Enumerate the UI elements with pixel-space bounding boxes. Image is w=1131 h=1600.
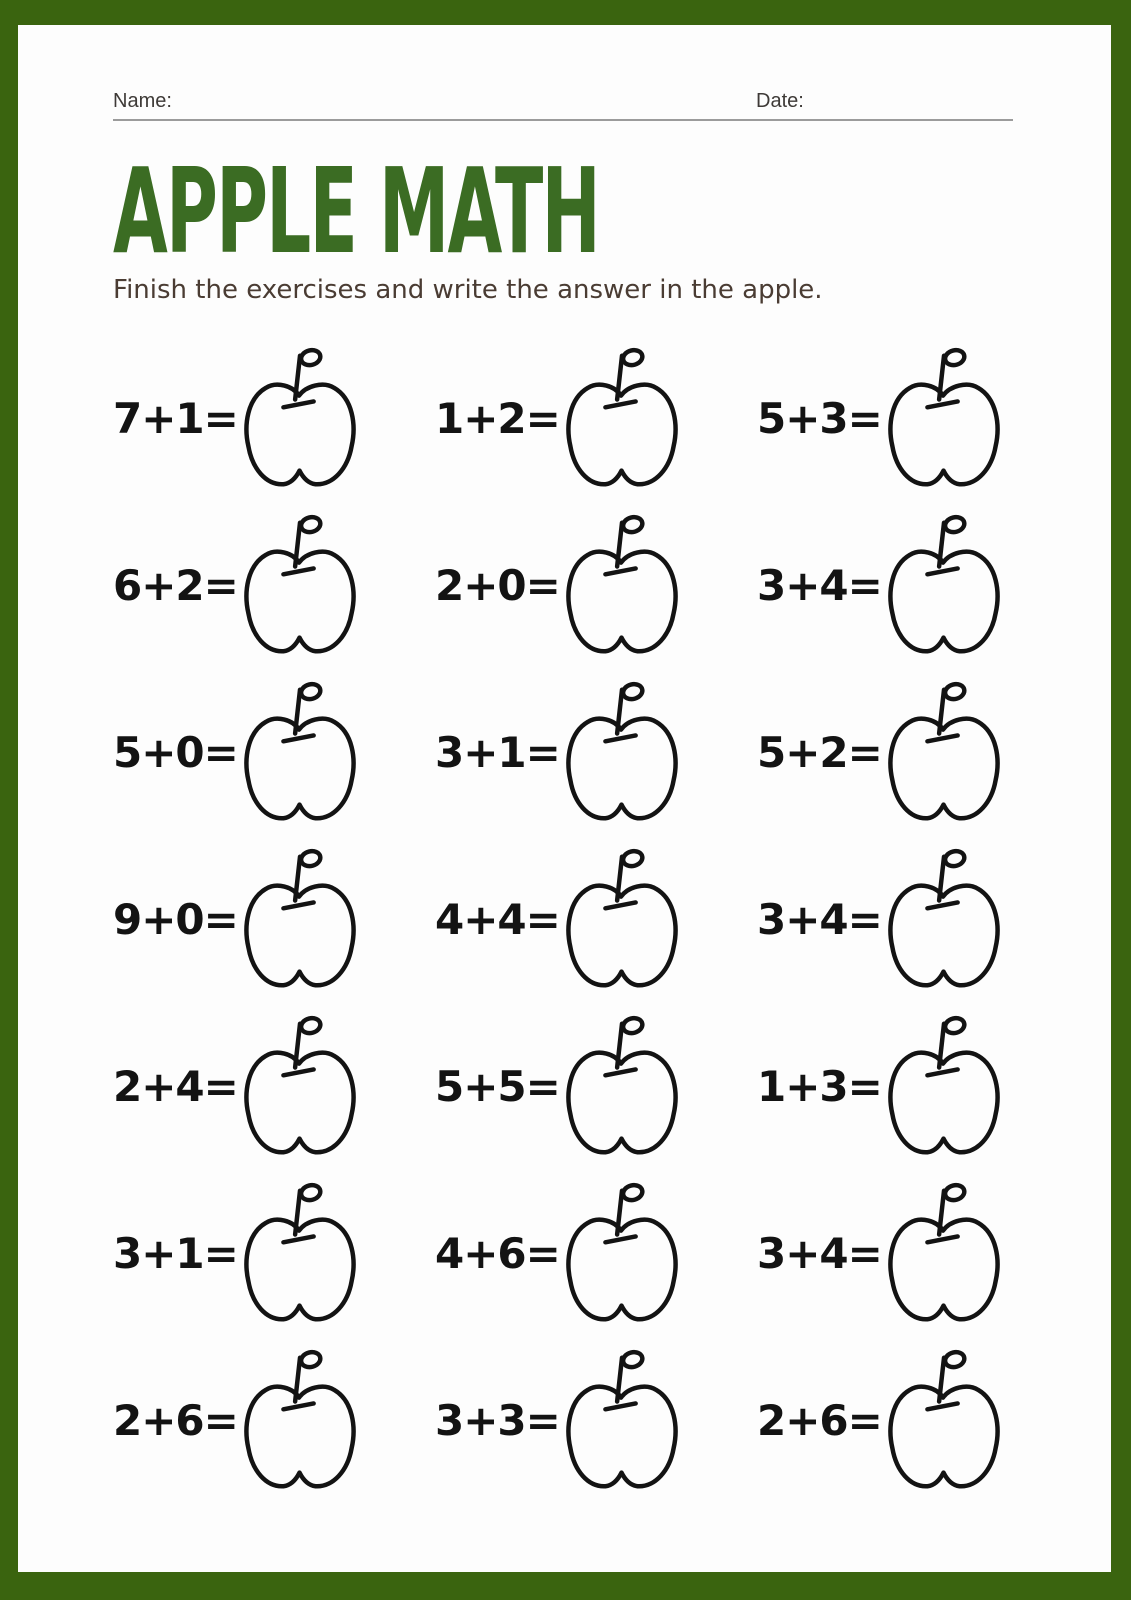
problem-cell [757,335,1013,502]
apple-outline-icon[interactable] [561,1013,683,1161]
problem-cell [113,1337,435,1504]
problem-cell [757,836,1013,1003]
problem-cell [435,669,757,836]
apple-outline-icon[interactable] [561,345,683,493]
problem-expression: 3+4= [757,895,882,944]
apple-outline-icon[interactable] [239,1180,361,1328]
apple-outline-icon[interactable] [561,679,683,827]
date-label: Date: [756,90,804,112]
problem-cell [757,1003,1013,1170]
problem-cell [113,1170,435,1337]
problem-expression: 2+6= [757,1396,882,1445]
problem-cell [435,1337,757,1504]
problem-expression: 1+3= [757,1062,882,1111]
problem-cell [113,1003,435,1170]
problem-expression: 5+2= [757,728,882,777]
date-input-line[interactable] [813,91,1013,119]
apple-outline-icon[interactable] [239,345,361,493]
apple-outline-icon[interactable] [239,1013,361,1161]
problem-expression: 3+1= [113,1229,238,1278]
name-label: Name: [113,90,172,112]
apple-outline-icon[interactable] [239,679,361,827]
problem-cell [113,669,435,836]
problem-cell [757,1170,1013,1337]
problem-expression: 4+6= [435,1229,560,1278]
problem-cell [113,335,435,502]
problem-expression: 2+6= [113,1396,238,1445]
apple-outline-icon[interactable] [883,1347,1005,1495]
problem-cell [757,502,1013,669]
apple-outline-icon[interactable] [239,846,361,994]
problem-cell [113,502,435,669]
problem-expression: 7+1= [113,394,238,443]
problem-expression: 5+5= [435,1062,560,1111]
problem-expression: 3+1= [435,728,560,777]
apple-outline-icon[interactable] [561,1180,683,1328]
problem-cell [113,836,435,1003]
problem-expression: 4+4= [435,895,560,944]
header-fields [113,91,1013,121]
apple-outline-icon[interactable] [561,846,683,994]
problem-expression: 5+0= [113,728,238,777]
problem-expression: 2+4= [113,1062,238,1111]
problem-cell [757,1337,1013,1504]
apple-outline-icon[interactable] [883,1180,1005,1328]
problem-cell [435,502,757,669]
apple-outline-icon[interactable] [883,1013,1005,1161]
apple-outline-icon[interactable] [883,512,1005,660]
problem-expression: 3+3= [435,1396,560,1445]
apple-outline-icon[interactable] [883,846,1005,994]
problems-grid [113,335,1013,1504]
apple-outline-icon[interactable] [883,679,1005,827]
problem-expression: 3+4= [757,561,882,610]
problem-expression: 5+3= [757,394,882,443]
problem-expression: 6+2= [113,561,238,610]
problem-cell [435,836,757,1003]
apple-outline-icon[interactable] [561,1347,683,1495]
problem-cell [757,669,1013,836]
worksheet-subtitle: Finish the exercises and write the answer in the apple. [113,275,823,305]
problem-cell [435,1170,757,1337]
worksheet-page [18,25,1111,1572]
problem-cell [435,1003,757,1170]
apple-outline-icon[interactable] [239,512,361,660]
problem-expression: 2+0= [435,561,560,610]
apple-outline-icon[interactable] [561,512,683,660]
apple-outline-icon[interactable] [239,1347,361,1495]
problem-cell [435,335,757,502]
problem-expression: 1+2= [435,394,560,443]
worksheet-title: APPLE MATH [113,142,600,280]
problem-expression: 3+4= [757,1229,882,1278]
apple-outline-icon[interactable] [883,345,1005,493]
name-input-line[interactable] [181,91,741,119]
problem-expression: 9+0= [113,895,238,944]
